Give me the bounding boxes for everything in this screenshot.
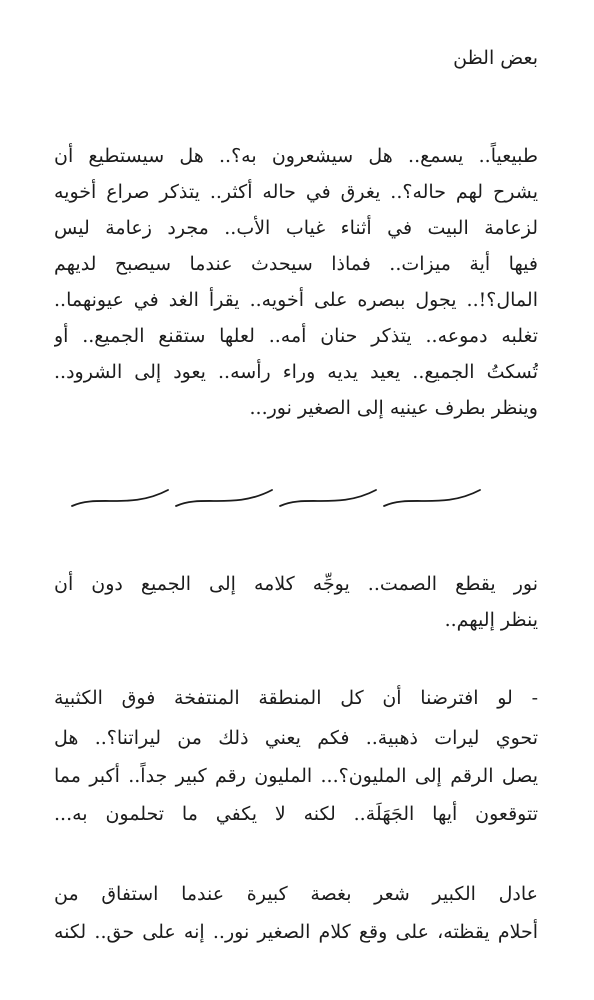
wave-stroke — [72, 490, 168, 506]
text-line: ينظر إليهم.. — [444, 609, 538, 631]
text-line: المال؟!.. يجول ببصره على أخويه.. يقرأ الغد في عيونهما.. — [54, 289, 538, 311]
text-line: تغلبه دموعه.. يتذكر حنان أمه.. لعلها ستقنع الجميع.. أو — [54, 325, 538, 347]
text-line: لزعامة البيت في أثناء غياب الأب.. مجرد زعامة ليس — [54, 217, 538, 239]
wave-stroke — [384, 490, 480, 506]
text-line: يصل الرقم إلى المليون؟... المليون رقم كبير جداً.. أكبر مما — [54, 765, 538, 787]
text-line: طبيعياً.. يسمع.. هل سيشعرون به؟.. هل سيستطيع أن — [54, 145, 538, 167]
text-line: أحلام يقظته، على وقع كلام الصغير نور.. إنه على حق.. لكنه — [54, 921, 538, 943]
text-line: تُسكتُ الجميع.. يعيد يديه وراء رأسه.. يعود إلى الشرود.. — [54, 361, 538, 383]
wave-stroke — [176, 490, 272, 506]
text-line: - لو افترضنا أن كل المنطقة المنتفخة فوق الكثبية — [54, 687, 538, 709]
text-line: وينظر بطرف عينيه إلى الصغير نور... — [249, 397, 538, 419]
wave-divider-ornament — [68, 480, 484, 516]
text-line: يشرح لهم حاله؟.. يغرق في حاله أكثر.. يتذكر صراع أخويه — [54, 181, 538, 203]
text-line: عادل الكبير شعر بغصة كبيرة عندما استفاق من — [54, 883, 538, 905]
text-line: تحوي ليرات ذهبية.. فكم يعني ذلك من ليراتنا؟.. هل — [54, 727, 538, 749]
text-line: نور يقطع الصمت.. يوجِّه كلامه إلى الجميع دون أن — [54, 573, 538, 595]
wave-stroke — [280, 490, 376, 506]
text-line: تتوقعون أيها الجَهَلَة.. لكنه لا يكفي ما تحلمون به... — [54, 803, 538, 825]
text-line: فيها أية ميزات.. فماذا سيحدث عندما سيصبح لديهم — [54, 253, 538, 275]
page-title: بعض الظن — [453, 47, 538, 69]
